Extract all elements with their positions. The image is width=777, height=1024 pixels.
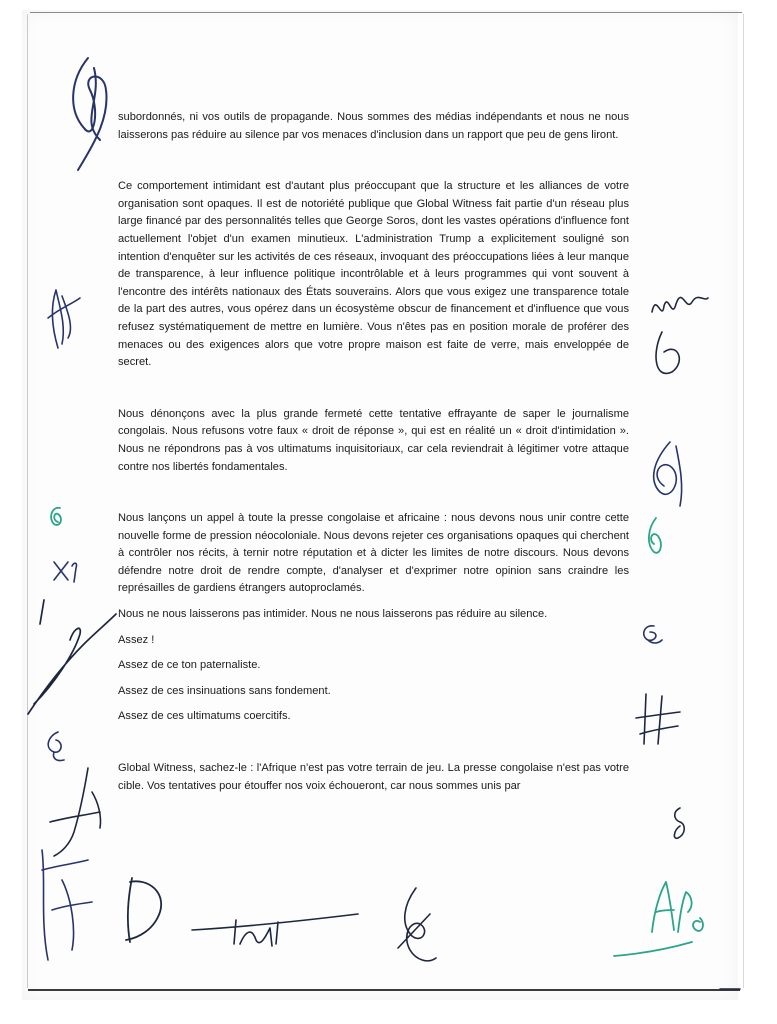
- signature-right-1: [642, 262, 716, 386]
- signature-left-5: [32, 840, 104, 970]
- paragraph-9: Assez de ces ultimatums coercitifs.: [118, 710, 291, 723]
- page-top-edge: [30, 12, 742, 13]
- page-right-edge: [743, 14, 744, 988]
- paragraph-7: Assez de ce ton paternaliste.: [118, 659, 261, 672]
- page-left-edge: [27, 14, 28, 988]
- initials-left-2: [50, 556, 84, 586]
- page-corner-mark: [718, 986, 742, 992]
- initials-bottom-1: [118, 868, 176, 952]
- initials-signature-left-1: [38, 278, 84, 356]
- initials-right-4: [632, 690, 684, 748]
- page-bottom-edge: [28, 989, 740, 991]
- initials-right-5: [668, 804, 690, 844]
- paragraph-4: Nous lançons un appel à toute la presse congolaise et africaine : nous devons nous unir contre cette nouvelle forme de pression néocoloniale. Nous devons rejeter ces organisations opaques qui cherchent à contrôler nos récits, à ternir notre réputation et à dicter les limites de notre discours. Nous devons défendre notre droit de rendre compte, d'analyser et d'exprimer notre opinion sans craindre les représailles de gardiens étrangers autoproclamés.: [118, 512, 629, 595]
- document-body: [118, 109, 629, 795]
- paragraph-6: Assez !: [118, 633, 155, 646]
- paragraph-2: Ce comportement intimidant est d'autant plus préoccupant que la structure et les alliances de votre organisation sont opaques. Il est de notoriété publique que Global Witness fait partie d'un réseau plus large financé par des personnalités telles que George Soros, dont les vastes opérations d'influence font actuellement l'objet d'un examen minutieux. L'administration Trump a explicitement souligné son intention d'enquêter sur les activités de ces réseaux, invoquant des préoccupations liées à leur manque de transparence, à leur influence politique incontrôlable et à leurs programmes qui vont souvent à l'encontre des intérêts nationaux des États souverains. Alors que vous exigez une transparence totale de la part des autres, vous opérez dans un écosystème obscur de financement et d'influence que vous refusez systématiquement de mettre en lumière. Vous n'êtes pas en position morale de proférer des menaces ou des exigences alors que votre propre maison est faite de verre, mais enveloppée de secret.: [118, 180, 629, 369]
- paragraph-1: subordonnés, ni vos outils de propagande. Nous sommes des médias indépendants et nous ne nous laisserons pas réduire au silence par vos menaces d'inclusion dans un rapport que peu de gens liront.: [118, 111, 629, 141]
- signature-bottom-3: [390, 884, 440, 970]
- signature-green-bottom-right: [608, 872, 718, 966]
- initials-signature-top-left: [60, 50, 130, 180]
- paragraph-3: Nous dénonçons avec la plus grande fermeté cette tentative effrayante de saper le journalisme congolais. Nous refusons votre faux « droit de réponse », qui est en réalité un « droit d'intimidation ». Nous ne répondrons pas à vos ultimatums inquisitoriaux, car cela reviendrait à légitimer votre attaque contre nos libertés fondamentales.: [118, 407, 629, 473]
- paragraph-8: Assez de ces insinuations sans fondement.: [118, 684, 331, 697]
- paragraph-5: Nous ne nous laisserons pas intimider. Nous ne nous laisserons pas réduire au silence.: [118, 608, 548, 621]
- signature-bottom-2: [186, 900, 362, 950]
- initials-green-right: [642, 514, 668, 558]
- paragraph-10: Global Witness, sachez-le : l'Afrique n'est pas votre terrain de jeu. La presse congolaise n'est pas votre cible. Vos tentatives pour étouffer nos voix échoueront, car nous sommes unis par: [118, 762, 629, 792]
- signature-right-2: [640, 436, 696, 510]
- initials-right-3: [636, 620, 664, 648]
- initials-green-left: [44, 500, 68, 530]
- signature-left-large: [24, 594, 120, 726]
- initials-left-3: [38, 728, 72, 764]
